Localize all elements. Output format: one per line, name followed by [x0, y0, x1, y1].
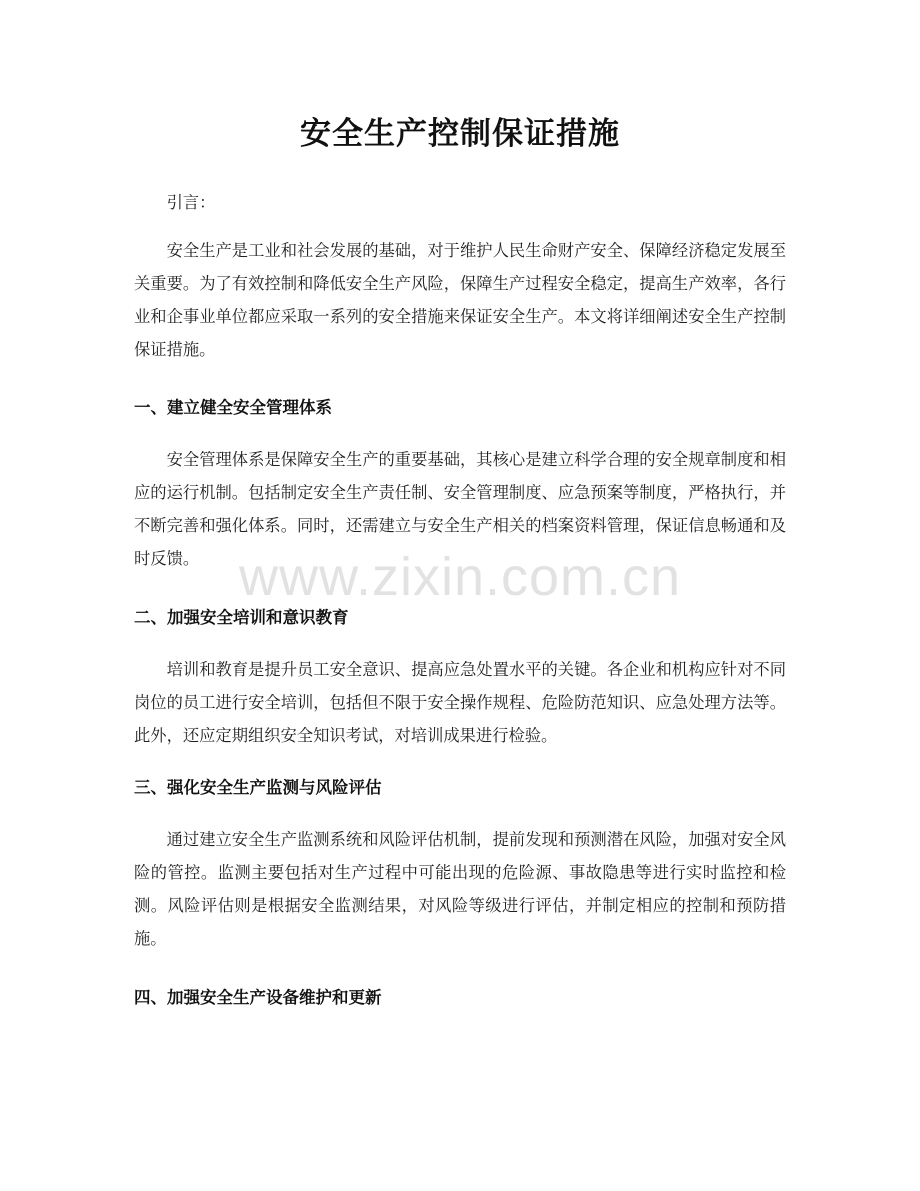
section-heading-1: 一、建立健全安全管理体系: [134, 398, 332, 417]
section-body-1: [134, 443, 786, 575]
document-title: 安全生产控制保证措施: [300, 116, 620, 152]
section-heading-4: 四、加强安全生产设备维护和更新: [134, 988, 382, 1007]
intro-paragraph: [134, 234, 786, 366]
section-body-2-text: 培训和教育是提升员工安全意识、提高应急处置水平的关键。各企业和机构应针对不同岗位的员工进行安全培训，包括但不限于安全操作规程、危险防范知识、应急处理方法等。此外，还应定期组织安全知识考试，对培训成果进行检验。: [134, 660, 786, 745]
intro-label: [134, 186, 786, 219]
section-heading-3: 三、强化安全生产监测与风险评估: [134, 778, 382, 797]
intro-label-text: 引言：: [166, 193, 216, 212]
section-heading-2: 二、加强安全培训和意识教育: [134, 608, 349, 627]
watermark: www.zixin.com.cn: [238, 547, 682, 607]
section-body-3: [134, 823, 786, 955]
section-body-1-text: 安全管理体系是保障安全生产的重要基础，其核心是建立科学合理的安全规章制度和相应的运行机制。包括制定安全生产责任制、安全管理制度、应急预案等制度，严格执行，并不断完善和强化体系。同时，还需建立与安全生产相关的档案资料管理，保证信息畅通和及时反馈。: [134, 450, 786, 568]
section-body-2: [134, 653, 786, 752]
section-body-3-text: 通过建立安全生产监测系统和风险评估机制，提前发现和预测潜在风险，加强对安全风险的管控。监测主要包括对生产过程中可能出现的危险源、事故隐患等进行实时监控和检测。风险评估则是根据安全监测结果，对风险等级进行评估，并制定相应的控制和预防措施。: [134, 830, 786, 948]
intro-text: 安全生产是工业和社会发展的基础，对于维护人民生命财产安全、保障经济稳定发展至关重要。为了有效控制和降低安全生产风险，保障生产过程安全稳定，提高生产效率，各行业和企事业单位都应采取一系列的安全措施来保证安全生产。本文将详细阐述安全生产控制保证措施。: [134, 241, 786, 359]
